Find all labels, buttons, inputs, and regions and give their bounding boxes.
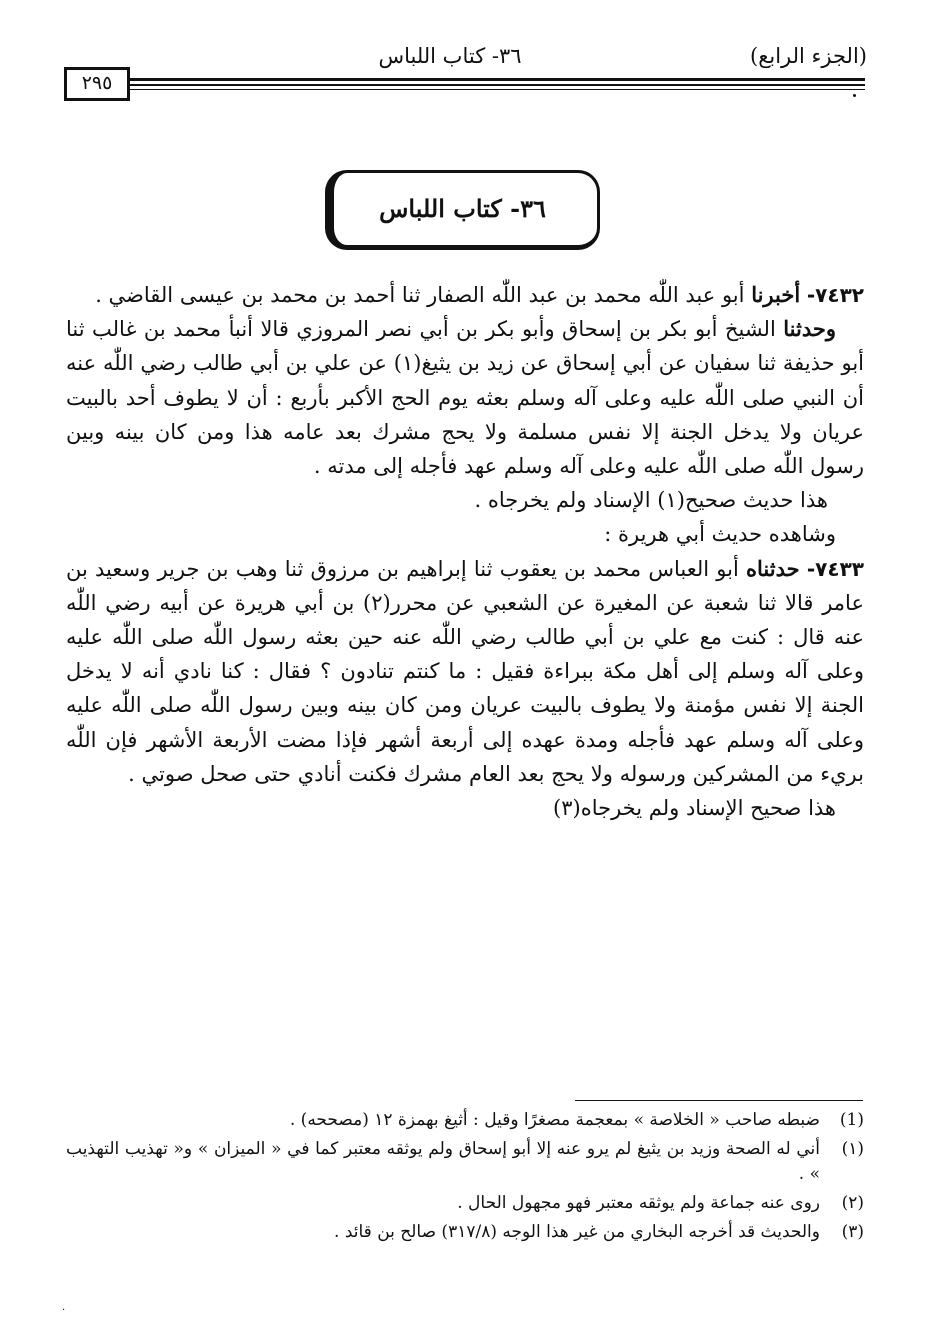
footnote-text: والحديث قد أخرجه البخاري من غير هذا الوجه (٣١٧/٨) صالح بن قائد . xyxy=(334,1222,820,1242)
hadith-text: أبو العباس محمد بن يعقوب ثنا إبراهيم بن مرزوق ثنا وهب بن جرير وسعيد بن عامر قالا ثنا شعبة عن المغيرة عن الشعبي عن محرر(٢) بن أبي هريرة عن أبيه رضي اللّٰه عنه قال : كنت مع علي بن أبي طالب رضي اللّٰه عنه حين بعثه رسول اللّٰه صلى اللّٰه عليه وعلى آله وسلم إلى أهل مكة ببراءة فقيل : ما كنتم تنادون ؟ فقال : كنا نادي أنه لا يدخل الجنة إلا نفس مؤمنة ولا يطوف بالبيت عريان ومن كان بينه وبين رسول اللّٰه صلى اللّٰه عليه وعلى آله وسلم عهد فأجله ومدة عهده إلى أربعة أشهر فإذا مضت الأربعة الأشهر فإن اللّٰه بريء من المشركين ورسوله ولا يحج بعد العام مشرك فكنت أنادي حتى صحل صوتي . xyxy=(66,556,864,786)
header-rule xyxy=(130,78,865,81)
footnote-text: ضبطه صاحب « الخلاصة » بمعجمة مصغرًا وقيل : أثيغ بهمزة ١٢ (مصححه) . xyxy=(289,1110,820,1130)
header-ornament xyxy=(853,94,856,97)
grading-note: هذا حديث صحيح(١) الإسناد ولم يخرجاه . xyxy=(474,488,828,513)
main-text xyxy=(66,278,864,825)
grading-note: هذا صحيح الإسناد ولم يخرجاه(٣) xyxy=(553,796,836,821)
running-header-part: (الجزء الرابع) xyxy=(750,44,867,68)
header-rule xyxy=(130,84,865,86)
footnote-mark: (1) xyxy=(839,1110,864,1130)
hadith-number: ٧٤٣٣- xyxy=(806,556,864,581)
footnote-text: أني له الصحة وزيد بن يثيغ لم يرو عنه إلا أبو إسحاق ولم يوثقه معتبر كما في « الميزان » و« تهذيب التهذيب » . xyxy=(66,1139,820,1184)
paragraph-text: الشيخ أبو بكر بن إسحاق وأبو بكر بن أبي نصر المروزي قالا أنبأ محمد بن غالب ثنا أبو حذيفة ثنا سفيان عن أبي إسحاق عن زيد بن يثيغ(١) عن علي بن أبي طالب رضي اللّٰه عنه أن النبي صلى اللّٰه عليه وعلى آله وسلم بعثه يوم الحج الأكبر بأربع : أن لا يطوف أحد بالبيت عريان ولا يدخل الجنة إلا نفس مسلمة ولا يحج مشرك بعد عامه هذا ومن كان بينه وبين رسول اللّٰه صلى اللّٰه عليه وعلى آله وسلم عهد فأجله إلى مدته . xyxy=(66,317,864,479)
hadith-lead-word: حدثناه xyxy=(746,555,800,581)
hadith-7432 xyxy=(66,278,864,312)
paragraph-lead-word: وحدثنا xyxy=(783,316,836,342)
hadith-lead-word: أخبرنا xyxy=(751,282,801,307)
footnote xyxy=(66,1137,864,1187)
footnote-mark: (٣) xyxy=(841,1222,864,1242)
footnote xyxy=(66,1108,864,1133)
hadith-number: ٧٤٣٢- xyxy=(806,283,864,307)
supporting-note: وشاهده حديث أبي هريرة : xyxy=(604,522,836,547)
page-number: ٢٩٥ xyxy=(64,67,130,101)
paragraph xyxy=(66,312,864,483)
footnotes xyxy=(66,1108,864,1249)
scan-mark: · xyxy=(62,1305,66,1316)
chapter-title: ٣٦- كتاب اللباس xyxy=(379,194,546,223)
footnote-text: روى عنه جماعة ولم يوثقه معتبر فهو مجهول الحال . xyxy=(457,1193,820,1213)
footnote-mark: (٢) xyxy=(841,1193,864,1213)
header-rule xyxy=(130,89,865,90)
hadith-7433 xyxy=(66,552,864,791)
footnote-separator xyxy=(575,1100,863,1101)
footnote-mark: (١) xyxy=(841,1139,864,1159)
hadith-text: أبو عبد اللّٰه محمد بن عبد اللّٰه الصفار ثنا أحمد بن محمد بن عيسى القاضي . xyxy=(95,283,745,307)
footnote xyxy=(66,1191,864,1216)
running-header-title: ٣٦- كتاب اللباس xyxy=(378,44,522,68)
footnote xyxy=(66,1220,864,1245)
